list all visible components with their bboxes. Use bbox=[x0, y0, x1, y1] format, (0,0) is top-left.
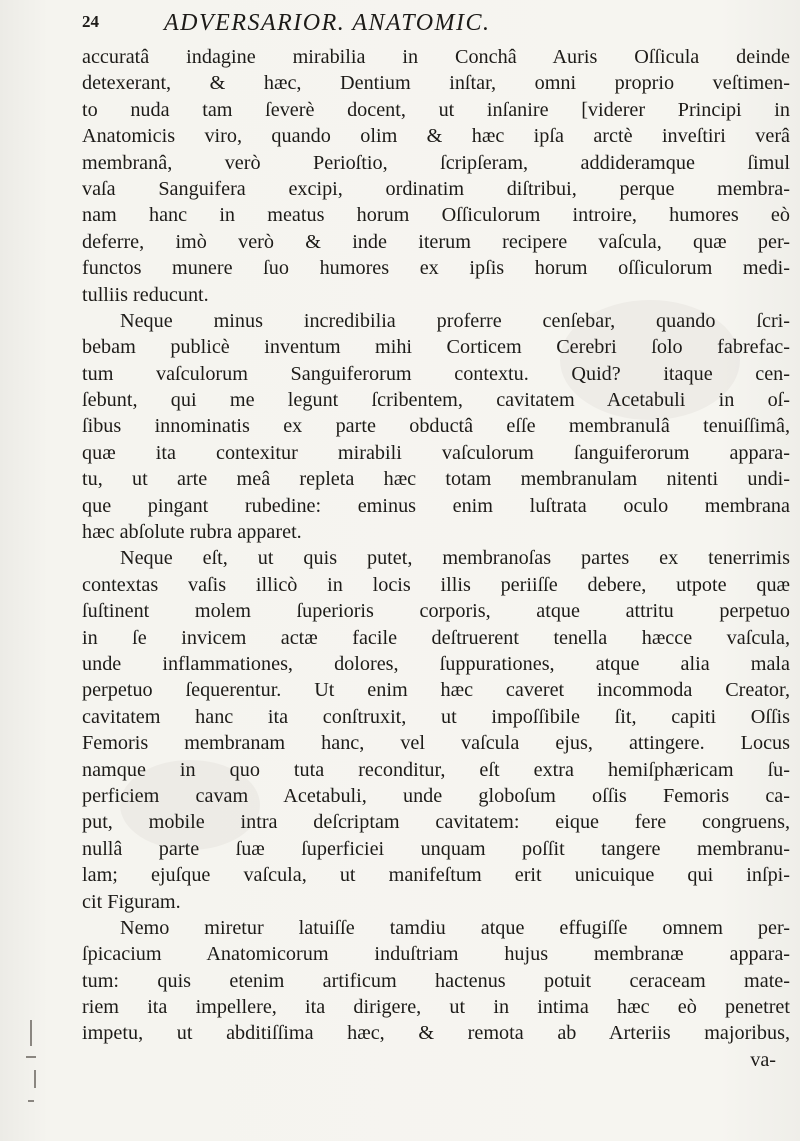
text-line: Neque eſt, ut quis putet, membranoſas partes ex tenerrimis bbox=[120, 547, 790, 570]
text-line: cit Figuram. bbox=[82, 890, 181, 913]
text-line: tu, ut arte meâ repleta hæc totam membranulam nitenti undi- bbox=[82, 468, 790, 491]
text-line: deferre, imò verò & inde iterum recipere vaſcula, quæ per- bbox=[82, 230, 790, 253]
text-line: perpetuo ſequerentur. Ut enim hæc caveret incommoda Creator, bbox=[82, 679, 790, 702]
text-line: detexerant, & hæc, Dentium inſtar, omni proprio veſtimen- bbox=[82, 72, 790, 95]
text-line: bebam publicè inventum mihi Corticem Cerebri ſolo fabrefac- bbox=[82, 336, 790, 359]
text-line: ſuſtinent molem ſuperioris corporis, atque attritu perpetuo bbox=[82, 600, 790, 623]
text-line: ſpicacium Anatomicorum induſtriam hujus membranæ appara- bbox=[82, 943, 790, 966]
text-line: contextas vaſis illicò in locis illis periiſſe debere, utpote quæ bbox=[82, 573, 790, 596]
text-line: to nuda tam ſeverè docent, ut inſanire [viderer Principi in bbox=[82, 98, 790, 121]
text-line: Femoris membranam hanc, vel vaſcula ejus, attingere. Locus bbox=[82, 732, 790, 755]
running-head bbox=[70, 10, 770, 40]
text-line: functos munere ſuo humores ex ipſis horum oſſiculorum medi- bbox=[82, 257, 790, 280]
text-line: riem ita impellere, ita dirigere, ut in intima hæc eò penetret bbox=[82, 996, 790, 1019]
text-line: tum vaſculorum Sanguiferorum contextu. Quid? itaque cen- bbox=[82, 362, 790, 385]
margin-ink-marks bbox=[8, 960, 68, 1130]
text-line: membranâ, verò Perioſtio, ſcripſeram, addideramque ſimul bbox=[82, 151, 790, 174]
text-line: unde inflammationes, dolores, ſuppurationes, atque alia mala bbox=[82, 652, 790, 675]
body-text bbox=[82, 44, 790, 1073]
text-line: tulliis reducunt. bbox=[82, 283, 209, 306]
text-line: lam; ejuſque vaſcula, ut manifeſtum erit unicuique qui inſpi- bbox=[82, 864, 790, 887]
text-line: cavitatem hanc ita conſtruxit, ut impoſſibile ſit, capiti Oſſis bbox=[82, 705, 790, 728]
running-title: ADVERSARIOR. ANATOMIC. bbox=[164, 10, 491, 36]
text-line: nullâ parte ſuæ ſuperficiei unquam poſſit tangere membranu- bbox=[82, 837, 790, 860]
text-line: ſibus innominatis ex parte obductâ eſſe membranulâ tenuiſſimâ, bbox=[82, 415, 790, 438]
text-line: ſebunt, qui me legunt ſcribentem, cavitatem Acetabuli in oſ- bbox=[82, 389, 790, 412]
text-line: quæ ita contexitur mirabili vaſculorum ſanguiferorum appara- bbox=[82, 441, 790, 464]
text-line: put, mobile intra deſcriptam cavitatem: eique fere congruens, bbox=[82, 811, 790, 834]
text-line: perficiem cavam Acetabuli, unde globoſum oſſis Femoris ca- bbox=[82, 784, 790, 807]
text-line: impetu, ut abditiſſima hæc, & remota ab Arteriis majoribus, bbox=[82, 1022, 790, 1045]
text-line: accuratâ indagine mirabilia in Conchâ Auris Oſſicula deinde bbox=[82, 46, 790, 68]
text-line: vaſa Sanguifera excipi, ordinatim diſtribui, perque membra- bbox=[82, 177, 790, 200]
text-line: nam hanc in meatus horum Oſſiculorum introire, humores eò bbox=[82, 204, 790, 227]
text-line: que pingant rubedine: eminus enim luſtrata oculo membrana bbox=[82, 494, 790, 517]
text-line: in ſe invicem actæ facile deſtruerent tenella hæcce vaſcula, bbox=[82, 626, 790, 649]
text-line: hæc abſolute rubra apparet. bbox=[82, 521, 302, 544]
page-number: 24 bbox=[82, 12, 99, 31]
text-line: Anatomicis viro, quando olim & hæc ipſa arctè inveſtiri verâ bbox=[82, 125, 790, 148]
text-line: namque in quo tuta reconditur, eſt extra hemiſphæricam ſu- bbox=[82, 758, 790, 781]
text-line: tum: quis etenim artificum hactenus potuit ceraceam mate- bbox=[82, 969, 790, 992]
text-line: Neque minus incredibilia proferre cenſebar, quando ſcri- bbox=[120, 309, 790, 332]
catchword: va- bbox=[750, 1048, 776, 1071]
text-line: Nemo miretur latuiſſe tamdiu atque effugiſſe omnem per- bbox=[120, 916, 790, 939]
